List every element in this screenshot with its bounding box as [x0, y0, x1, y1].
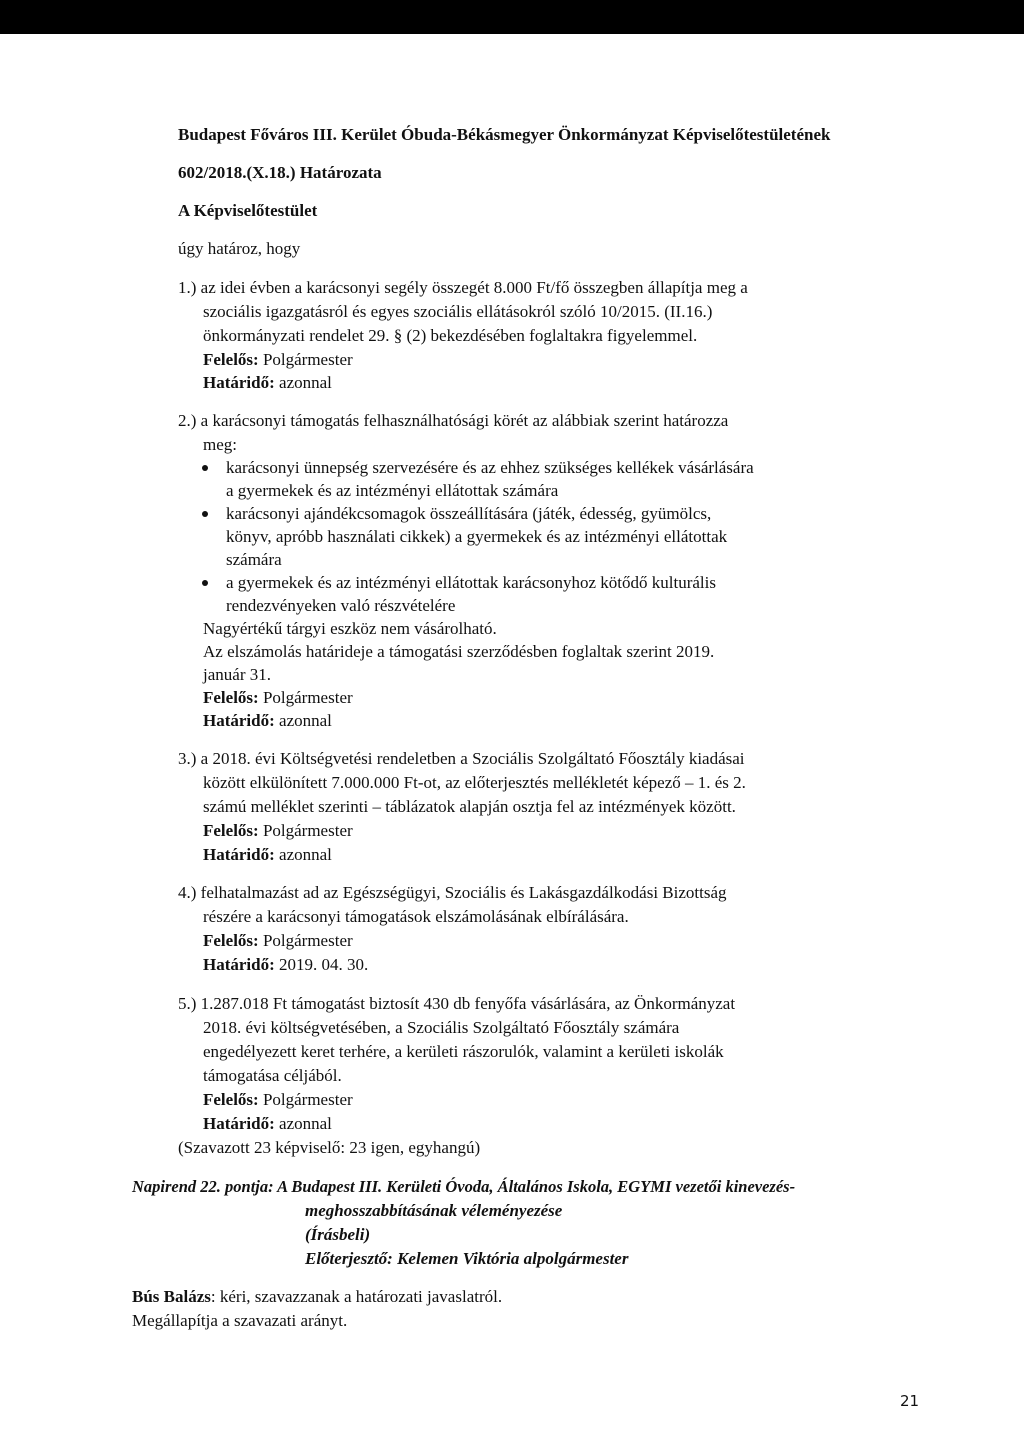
- item2-line1: 2.) a karácsonyi támogatás felhasználhatósági körét az alábbiak szerint határozza: [178, 411, 729, 430]
- agenda-presenter: Előterjesztő: Kelemen Viktória alpolgármester: [305, 1249, 629, 1268]
- deadline-value: azonnal: [279, 1114, 332, 1133]
- bullet1-line1: karácsonyi ünnepség szervezésére és az ehhez szükséges kellékek vásárlására: [226, 458, 754, 477]
- item5-line2: 2018. évi költségvetésében, a Szociális Szolgáltató Főosztály számára: [203, 1018, 680, 1037]
- item1-responsible: [203, 348, 353, 371]
- item2-line2: meg:: [203, 435, 237, 454]
- item5-line3: engedélyezett keret terhére, a kerületi rászorulók, valamint a kerületi iskolák: [203, 1042, 724, 1061]
- item2-note1: Nagyértékű tárgyi eszköz nem vásárolható.: [203, 619, 497, 638]
- item3-line1: 3.) a 2018. évi Költségvetési rendeletben a Szociális Szolgáltató Főosztály kiadásai: [178, 749, 745, 768]
- deadline-value: azonnal: [279, 373, 332, 392]
- item2-deadline: [203, 709, 332, 732]
- agenda-title-cont: meghosszabbításának véleményezése: [305, 1201, 563, 1220]
- scan-border: [0, 0, 1024, 34]
- item5-line4: támogatása céljából.: [203, 1066, 342, 1085]
- bullet3-line2: rendezvényeken való részvételére: [226, 596, 456, 615]
- speaker-line: [132, 1285, 502, 1308]
- item2-responsible: [203, 686, 353, 709]
- item2-note2-line2: január 31.: [203, 665, 271, 684]
- responsible-value: Polgármester: [262, 1090, 353, 1109]
- bullet2-line2: könyv, apróbb használati cikkek) a gyermekek és az intézményi ellátottak: [226, 527, 728, 546]
- agenda-type: (Írásbeli): [305, 1225, 371, 1244]
- item3-deadline: [203, 843, 332, 866]
- responsible-label: Felelős:: [203, 688, 259, 707]
- responsible-label: Felelős:: [203, 931, 259, 950]
- responsible-value: Polgármester: [262, 688, 353, 707]
- item5-responsible: [203, 1088, 353, 1111]
- deadline-label: Határidő:: [203, 1114, 275, 1133]
- responsible-value: Polgármester: [262, 821, 353, 840]
- bullet-dot: [202, 465, 208, 471]
- agenda-title: Napirend 22. pontja: A Budapest III. Kerületi Óvoda, Általános Iskola, EGYMI vezetői kinevezés-: [132, 1177, 796, 1196]
- bullet3-line1: a gyermekek és az intézményi ellátottak karácsonyhoz kötődő kulturális: [226, 573, 716, 592]
- page-number: 21: [900, 1392, 920, 1410]
- deadline-label: Határidő:: [203, 845, 275, 864]
- closing-line: Megállapítja a szavazati arányt.: [132, 1311, 348, 1330]
- deadline-label: Határidő:: [203, 955, 275, 974]
- item5-deadline: [203, 1112, 332, 1135]
- item3-line2: között elkülönített 7.000.000 Ft-ot, az előterjesztés mellékletét képező – 1. és 2.: [203, 773, 746, 792]
- deadline-value: 2019. 04. 30.: [279, 955, 369, 974]
- item3-responsible: [203, 819, 353, 842]
- item1-line3: önkormányzati rendelet 29. § (2) bekezdésében foglaltakra figyelemmel.: [203, 326, 698, 345]
- deadline-label: Határidő:: [203, 711, 275, 730]
- responsible-label: Felelős:: [203, 1090, 259, 1109]
- item1-line2: szociális igazgatásról és egyes szociális ellátásokról szóló 10/2015. (II.16.): [203, 302, 713, 321]
- item1-line1: 1.) az idei évben a karácsonyi segély összegét 8.000 Ft/fő összegben állapítja meg a: [178, 278, 748, 297]
- item3-line3: számú melléklet szerinti – táblázatok alapján osztja fel az intézmények között.: [203, 797, 736, 816]
- item2-note2-line1: Az elszámolás határideje a támogatási szerződésben foglaltak szerint 2019.: [203, 642, 715, 661]
- item4-responsible: [203, 929, 353, 952]
- council-title: Budapest Főváros III. Kerület Óbuda-Békásmegyer Önkormányzat Képviselőtestületének: [178, 125, 831, 144]
- deadline-value: azonnal: [279, 845, 332, 864]
- item1-deadline: [203, 371, 332, 394]
- speaker-name: Bús Balázs: [132, 1287, 211, 1306]
- item4-deadline: [203, 953, 368, 976]
- speaker-text: : kéri, szavazzanak a határozati javaslatról.: [210, 1287, 503, 1306]
- bullet-dot: [202, 580, 208, 586]
- bullet2-line1: karácsonyi ajándékcsomagok összeállítására (játék, édesség, gyümölcs,: [226, 504, 712, 523]
- resolution-intro: úgy határoz, hogy: [178, 239, 301, 258]
- resolution-number: 602/2018.(X.18.) Határozata: [178, 163, 382, 182]
- item4-line1: 4.) felhatalmazást ad az Egészségügyi, Szociális és Lakásgazdálkodási Bizottság: [178, 883, 727, 902]
- item4-line2: részére a karácsonyi támogatások elszámolásának elbírálására.: [203, 907, 629, 926]
- bullet1-line2: a gyermekek és az intézményi ellátottak számára: [226, 481, 559, 500]
- responsible-label: Felelős:: [203, 821, 259, 840]
- bullet2-line3: számára: [226, 550, 282, 569]
- body-name: A Képviselőtestület: [178, 201, 318, 220]
- deadline-label: Határidő:: [203, 373, 275, 392]
- bullet-dot: [202, 511, 208, 517]
- responsible-value: Polgármester: [262, 931, 353, 950]
- deadline-value: azonnal: [279, 711, 332, 730]
- responsible-label: Felelős:: [203, 350, 259, 369]
- vote-result: (Szavazott 23 képviselő: 23 igen, egyhangú): [178, 1138, 481, 1157]
- item5-line1: 5.) 1.287.018 Ft támogatást biztosít 430 db fenyőfa vásárlására, az Önkormányzat: [178, 994, 736, 1013]
- responsible-value: Polgármester: [262, 350, 353, 369]
